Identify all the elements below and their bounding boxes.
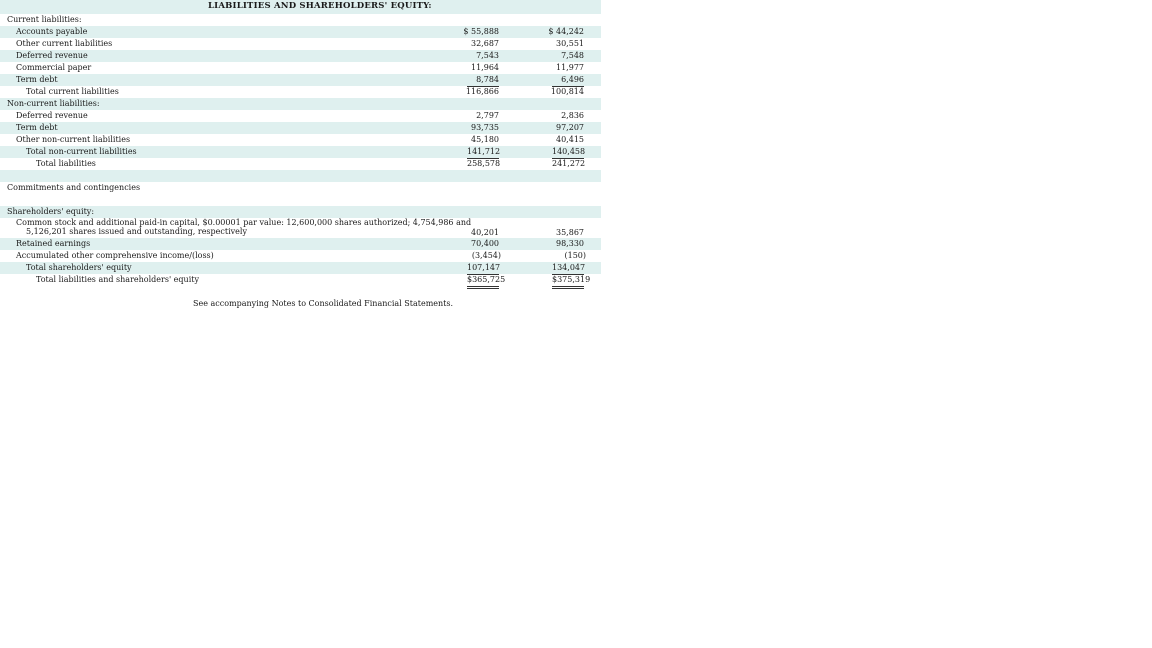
value-current-year: (3,454) — [467, 250, 501, 263]
row-label: Accumulated other comprehensive income/(loss) — [16, 251, 214, 260]
value-prior-year: 100,814 — [550, 87, 584, 96]
current-liabilities-heading: Current liabilities: — [7, 15, 82, 24]
table-row — [0, 218, 601, 238]
table-row-total — [0, 86, 601, 98]
value-current-year: 7,543 — [476, 51, 499, 60]
value-prior-year: $ 44,242 — [548, 27, 584, 36]
table-row-total — [0, 158, 601, 170]
row-label-line-2: 5,126,201 shares issued and outstanding, respectively — [26, 227, 247, 236]
table-row — [0, 122, 601, 134]
row-label: Term debt — [16, 123, 58, 132]
shareholders-equity-heading: Shareholders' equity: — [7, 207, 95, 216]
row-label: Accounts payable — [16, 27, 88, 36]
value-current-year: 8,784 — [467, 74, 499, 87]
table-row-grand-total — [0, 274, 601, 286]
value-current-year: 70,400 — [471, 239, 499, 248]
value-prior-year: 30,551 — [556, 39, 584, 48]
value-prior-year: 97,207 — [556, 123, 584, 132]
blank-row — [0, 170, 601, 182]
row-label: Total liabilities — [36, 159, 96, 168]
value-prior-year: $375,319 — [552, 274, 584, 289]
value-current-year: 93,735 — [471, 123, 499, 132]
value-current-year: 141,712 — [467, 146, 499, 159]
row-label: Total non-current liabilities — [26, 147, 137, 156]
equity-heading-row — [0, 206, 601, 218]
value-prior-year: 134,047 — [552, 262, 584, 275]
table-row — [0, 26, 601, 38]
value-prior-year: 40,415 — [552, 134, 584, 147]
table-row — [0, 50, 601, 62]
value-current-year: 32,687 — [471, 39, 499, 48]
commitments-label: Commitments and contingencies — [7, 183, 141, 192]
value-current-year: 2,797 — [476, 111, 499, 120]
row-label: Total shareholders' equity — [26, 263, 132, 272]
table-row — [0, 62, 601, 74]
value-current-year: 116,866 — [465, 87, 499, 96]
table-row — [0, 134, 601, 146]
non-current-liabilities-heading: Non-current liabilities: — [7, 99, 100, 108]
value-prior-year: 11,977 — [556, 63, 584, 72]
section-title-bar — [0, 0, 601, 14]
non-current-heading-row — [0, 98, 601, 110]
footnote: See accompanying Notes to Consolidated Financial Statements. — [193, 299, 454, 308]
value-prior-year: 6,496 — [552, 74, 584, 87]
row-label: Deferred revenue — [16, 111, 88, 120]
row-label: Commercial paper — [16, 63, 92, 72]
value-current-year: $365,725 — [467, 274, 499, 289]
table-row — [0, 74, 601, 86]
blank-row — [0, 194, 601, 206]
row-label: Retained earnings — [16, 239, 91, 248]
value-prior-year: 241,272 — [552, 158, 584, 171]
table-row-total — [0, 262, 601, 274]
current-liabilities-heading-row — [0, 14, 601, 26]
value-prior-year: 2,836 — [561, 111, 584, 120]
table-row — [0, 238, 601, 250]
value-current-year: 258,578 — [467, 158, 499, 171]
row-label: Other current liabilities — [16, 39, 113, 48]
table-row-total — [0, 146, 601, 158]
value-current-year: 11,964 — [471, 63, 499, 72]
row-label-line-1: Common stock and additional paid-in capital, $0.00001 par value: 12,600,000 shares authorized; 4,754,986 and — [16, 218, 472, 227]
value-current-year: 45,180 — [467, 134, 499, 147]
row-label: Total current liabilities — [26, 87, 119, 96]
row-label: Total liabilities and shareholders' equity — [36, 275, 199, 284]
row-label: Deferred revenue — [16, 51, 88, 60]
value-current-year: 107,147 — [467, 262, 499, 275]
commitments-row — [0, 182, 601, 194]
table-row — [0, 110, 601, 122]
value-current-year: 40,201 — [471, 228, 499, 237]
value-prior-year: 7,548 — [561, 51, 584, 60]
value-prior-year: (150) — [552, 250, 586, 263]
section-title: LIABILITIES AND SHAREHOLDERS' EQUITY: — [208, 1, 432, 11]
value-prior-year: 140,458 — [552, 146, 584, 159]
value-prior-year: 98,330 — [556, 239, 584, 248]
table-row — [0, 38, 601, 50]
row-label: Other non-current liabilities — [16, 135, 131, 144]
value-current-year: $ 55,888 — [463, 27, 499, 36]
value-prior-year: 35,867 — [556, 228, 584, 237]
table-row — [0, 250, 601, 262]
row-label: Term debt — [16, 75, 58, 84]
